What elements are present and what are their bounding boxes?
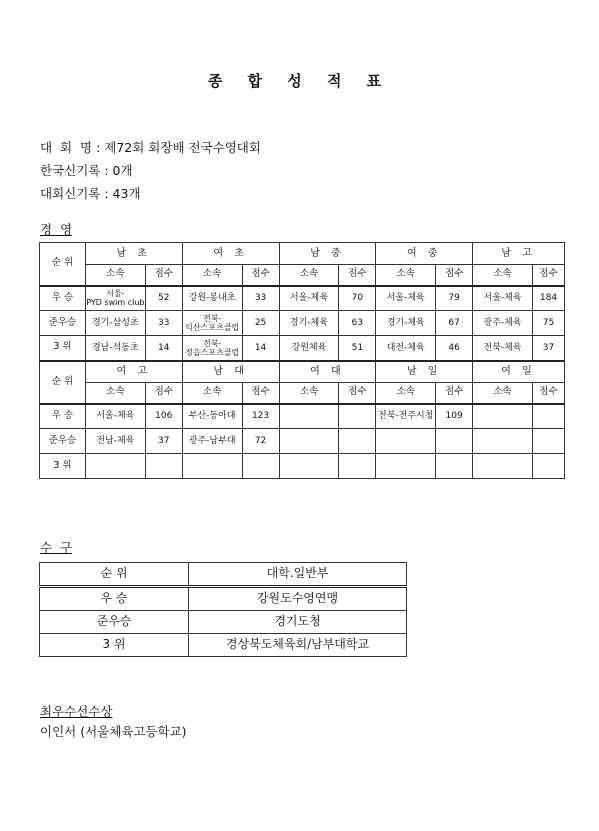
table-row	[40, 404, 565, 429]
table-row	[40, 587, 407, 611]
score-cell	[436, 454, 473, 479]
team-subheader: 소속	[473, 383, 533, 404]
group-header: 여 초	[182, 243, 279, 265]
rank-cell: 준우승	[40, 311, 86, 336]
table-row	[40, 336, 565, 361]
table-row	[40, 286, 565, 311]
group-header: 남 중	[279, 243, 376, 265]
korean-record-count: 한국신기록 : 0개	[40, 163, 133, 178]
group-header: 여 일	[473, 361, 565, 383]
table-row	[40, 611, 407, 634]
score-cell: 67	[436, 311, 473, 336]
group-header: 여 고	[85, 361, 182, 383]
team-cell	[473, 454, 533, 479]
table-row	[40, 454, 565, 479]
team-cell: 광주-남부대	[182, 429, 242, 454]
score-cell: 70	[339, 286, 376, 311]
team-cell	[182, 454, 242, 479]
swim-subheader-row	[40, 265, 565, 286]
score-cell: 33	[145, 311, 182, 336]
team-subheader: 소속	[85, 383, 145, 404]
waterpolo-rank-cell: 우 승	[40, 587, 189, 611]
meet-record-count: 대회신기록 : 43개	[40, 186, 141, 201]
table-row	[40, 429, 565, 454]
waterpolo-section-label: 수 구	[40, 540, 73, 555]
swimming-results-table	[39, 242, 565, 479]
team-cell	[279, 429, 339, 454]
score-cell	[339, 404, 376, 429]
team-cell	[376, 454, 436, 479]
team-cell: 서울-체육	[376, 286, 436, 311]
team-cell: 강원체육	[279, 336, 339, 361]
score-cell: 79	[436, 286, 473, 311]
swim-group-header-row	[40, 361, 565, 383]
team-cell: 경남-석동초	[85, 336, 145, 361]
team-cell: 경기-체육	[376, 311, 436, 336]
score-subheader: 점수	[339, 383, 376, 404]
group-header: 남 대	[182, 361, 279, 383]
score-subheader: 점수	[242, 383, 279, 404]
rank-cell: 3 위	[40, 336, 86, 361]
team-cell: 광주-체육	[473, 311, 533, 336]
score-cell	[145, 454, 182, 479]
score-subheader: 점수	[242, 265, 279, 286]
team-subheader: 소속	[85, 265, 145, 286]
mvp-section-label: 최우수선수상	[40, 704, 113, 719]
score-cell: 25	[242, 311, 279, 336]
score-cell: 184	[532, 286, 564, 311]
team-cell	[376, 429, 436, 454]
team-cell	[279, 454, 339, 479]
team-subheader: 소속	[279, 265, 339, 286]
team-cell	[473, 429, 533, 454]
score-cell: 52	[145, 286, 182, 311]
score-subheader: 점수	[145, 265, 182, 286]
score-cell	[532, 429, 564, 454]
table-row	[40, 311, 565, 336]
score-cell	[532, 404, 564, 429]
team-cell	[473, 404, 533, 429]
team-cell: 강원-봉내초	[182, 286, 242, 311]
team-cell: 서울-체육	[85, 404, 145, 429]
group-header: 남 고	[473, 243, 565, 265]
mvp-winner: 이인서 (서울체육고등학교)	[40, 724, 187, 739]
team-subheader: 소속	[376, 265, 436, 286]
score-cell: 72	[242, 429, 279, 454]
score-subheader: 점수	[436, 265, 473, 286]
group-header: 여 대	[279, 361, 376, 383]
waterpolo-rank-cell: 준우승	[40, 611, 189, 634]
team-cell: 서울-체육	[473, 286, 533, 311]
score-cell: 51	[339, 336, 376, 361]
team-cell: 전북- 정읍스포츠클럽	[182, 336, 242, 361]
waterpolo-team-cell: 경기도청	[189, 611, 407, 634]
team-subheader: 소속	[182, 265, 242, 286]
rank-cell: 준우승	[40, 429, 86, 454]
team-subheader: 소속	[182, 383, 242, 404]
team-subheader: 소속	[279, 383, 339, 404]
score-cell	[532, 454, 564, 479]
score-cell: 37	[532, 336, 564, 361]
waterpolo-team-cell: 경상북도체육회/남부대학교	[189, 634, 407, 657]
score-subheader: 점수	[436, 383, 473, 404]
waterpolo-rank-header: 순 위	[40, 563, 189, 587]
team-cell: 전북-체육	[473, 336, 533, 361]
score-cell: 106	[145, 404, 182, 429]
team-cell: 전북- 익산스포츠클럽	[182, 311, 242, 336]
rank-header: 순 위	[40, 243, 86, 286]
score-cell	[436, 429, 473, 454]
group-header: 남 일	[376, 361, 473, 383]
group-header: 여 중	[376, 243, 473, 265]
table-row	[40, 634, 407, 657]
group-header: 남 초	[85, 243, 182, 265]
swimming-section-label: 경 영	[40, 222, 73, 237]
score-cell: 109	[436, 404, 473, 429]
score-cell: 33	[242, 286, 279, 311]
score-cell: 46	[436, 336, 473, 361]
score-cell: 75	[532, 311, 564, 336]
waterpolo-division-header: 대학.일반부	[189, 563, 407, 587]
score-cell	[339, 454, 376, 479]
team-cell	[85, 454, 145, 479]
rank-header: 순 위	[40, 361, 86, 404]
score-subheader: 점수	[145, 383, 182, 404]
team-cell: 경기-삼성초	[85, 311, 145, 336]
team-cell: 대전-체육	[376, 336, 436, 361]
score-cell: 63	[339, 311, 376, 336]
waterpolo-results-table	[39, 562, 407, 657]
score-subheader: 점수	[532, 383, 564, 404]
score-subheader: 점수	[532, 265, 564, 286]
score-cell	[339, 429, 376, 454]
score-cell: 37	[145, 429, 182, 454]
meet-name: 대 회 명 : 제72회 회장배 전국수영대회	[40, 140, 261, 155]
score-cell	[242, 454, 279, 479]
waterpolo-rank-cell: 3 위	[40, 634, 189, 657]
score-cell: 14	[242, 336, 279, 361]
team-cell: 전남-체육	[85, 429, 145, 454]
team-cell: 경기-체육	[279, 311, 339, 336]
team-cell: 서울- PYD swim club	[85, 286, 145, 311]
swim-subheader-row	[40, 383, 565, 404]
waterpolo-team-cell: 강원도수영연맹	[189, 587, 407, 611]
team-subheader: 소속	[473, 265, 533, 286]
team-cell: 전북-전주시청	[376, 404, 436, 429]
score-cell: 123	[242, 404, 279, 429]
score-cell: 14	[145, 336, 182, 361]
rank-cell: 우 승	[40, 286, 86, 311]
rank-cell: 3 위	[40, 454, 86, 479]
score-subheader: 점수	[339, 265, 376, 286]
waterpolo-header-row	[40, 563, 407, 587]
team-cell	[279, 404, 339, 429]
team-cell: 부산-동아대	[182, 404, 242, 429]
team-cell: 서울-체육	[279, 286, 339, 311]
page-title: 종 합 성 적 표	[207, 72, 392, 90]
swim-group-header-row	[40, 243, 565, 265]
team-subheader: 소속	[376, 383, 436, 404]
rank-cell: 우 승	[40, 404, 86, 429]
